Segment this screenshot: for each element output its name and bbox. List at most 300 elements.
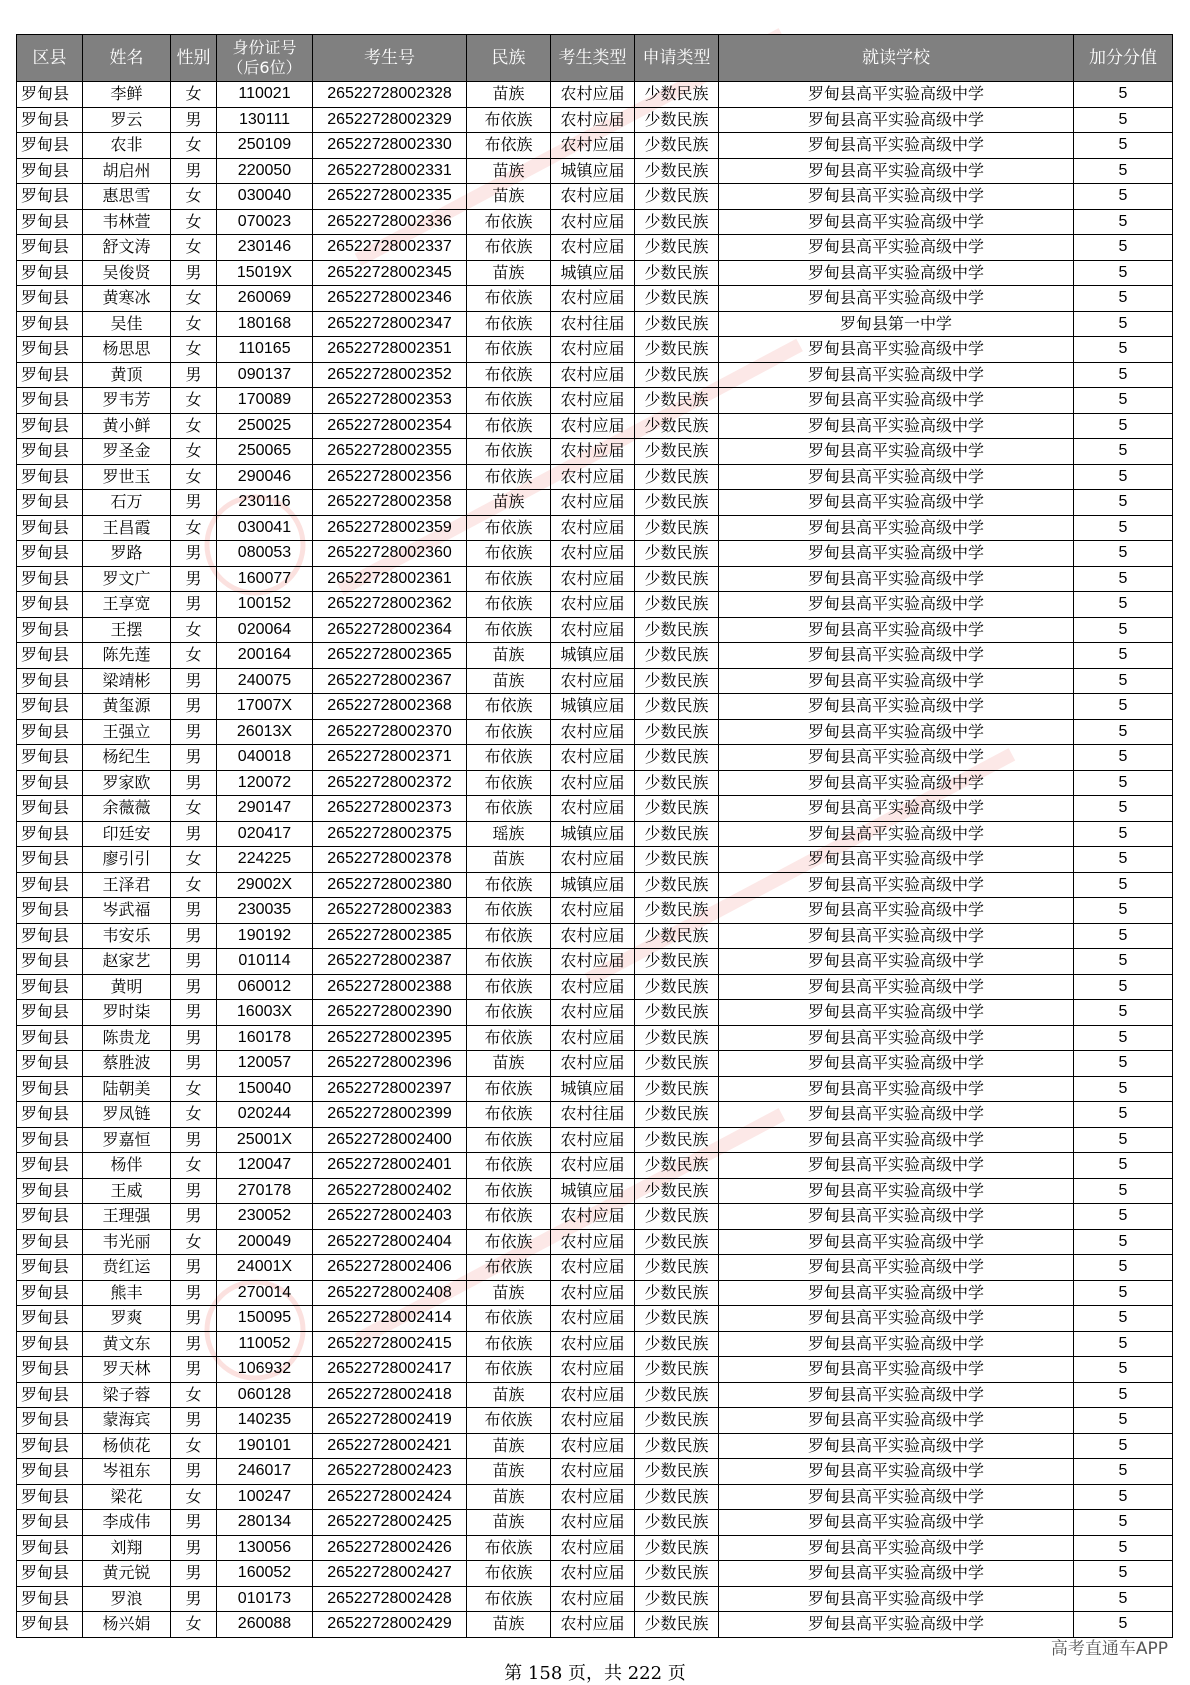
cell-exam-number: 26522728002346 (313, 286, 467, 312)
cell-school: 罗甸县高平实验高级中学 (719, 694, 1074, 720)
cell-district: 罗甸县 (17, 515, 83, 541)
cell-school: 罗甸县高平实验高级中学 (719, 1178, 1074, 1204)
cell-bonus: 5 (1074, 184, 1173, 210)
cell-candidate-type: 农村应届 (551, 541, 635, 567)
cell-district: 罗甸县 (17, 1306, 83, 1332)
table-row (17, 898, 1173, 924)
table-row (17, 184, 1173, 210)
cell-school: 罗甸县高平实验高级中学 (719, 719, 1074, 745)
header-application-type: 申请类型 (635, 35, 719, 82)
cell-bonus: 5 (1074, 643, 1173, 669)
cell-ethnicity: 布依族 (467, 745, 551, 771)
cell-school: 罗甸县高平实验高级中学 (719, 1127, 1074, 1153)
cell-bonus: 5 (1074, 1000, 1173, 1026)
cell-bonus: 5 (1074, 362, 1173, 388)
cell-gender: 男 (171, 1255, 217, 1281)
cell-name: 刘翔 (83, 1535, 171, 1561)
cell-ethnicity: 苗族 (467, 1484, 551, 1510)
cell-gender: 男 (171, 1586, 217, 1612)
cell-name: 王摆 (83, 617, 171, 643)
page-footer: 第 158 页，共 222 页 (504, 1663, 686, 1684)
cell-application-type: 少数民族 (635, 1561, 719, 1587)
cell-bonus: 5 (1074, 1357, 1173, 1383)
cell-gender: 男 (171, 694, 217, 720)
cell-gender: 男 (171, 490, 217, 516)
cell-exam-number: 26522728002417 (313, 1357, 467, 1383)
table-row (17, 668, 1173, 694)
cell-district: 罗甸县 (17, 209, 83, 235)
cell-application-type: 少数民族 (635, 923, 719, 949)
cell-school: 罗甸县高平实验高级中学 (719, 1484, 1074, 1510)
cell-exam-number: 26522728002354 (313, 413, 467, 439)
cell-application-type: 少数民族 (635, 541, 719, 567)
cell-district: 罗甸县 (17, 490, 83, 516)
cell-application-type: 少数民族 (635, 770, 719, 796)
cell-ethnicity: 布依族 (467, 311, 551, 337)
header-gender: 性别 (171, 35, 217, 82)
cell-id-suffix: 29002X (217, 872, 313, 898)
cell-name: 吴俊贤 (83, 260, 171, 286)
cell-candidate-type: 农村应届 (551, 949, 635, 975)
cell-school: 罗甸县高平实验高级中学 (719, 82, 1074, 108)
cell-candidate-type: 农村应届 (551, 1382, 635, 1408)
header-exam-number: 考生号 (313, 35, 467, 82)
table-row (17, 1153, 1173, 1179)
cell-application-type: 少数民族 (635, 643, 719, 669)
cell-id-suffix: 230035 (217, 898, 313, 924)
cell-bonus: 5 (1074, 515, 1173, 541)
cell-candidate-type: 城镇应届 (551, 821, 635, 847)
table-row (17, 1484, 1173, 1510)
cell-ethnicity: 布依族 (467, 1331, 551, 1357)
cell-id-suffix: 16003X (217, 1000, 313, 1026)
header-name: 姓名 (83, 35, 171, 82)
cell-gender: 男 (171, 898, 217, 924)
cell-gender: 男 (171, 1025, 217, 1051)
cell-school: 罗甸县高平实验高级中学 (719, 1051, 1074, 1077)
cell-application-type: 少数民族 (635, 388, 719, 414)
cell-ethnicity: 布依族 (467, 1255, 551, 1281)
cell-ethnicity: 布依族 (467, 413, 551, 439)
cell-application-type: 少数民族 (635, 1280, 719, 1306)
cell-gender: 女 (171, 617, 217, 643)
cell-ethnicity: 布依族 (467, 1306, 551, 1332)
cell-exam-number: 26522728002328 (313, 82, 467, 108)
cell-school: 罗甸县高平实验高级中学 (719, 490, 1074, 516)
cell-district: 罗甸县 (17, 388, 83, 414)
cell-bonus: 5 (1074, 1510, 1173, 1536)
cell-application-type: 少数民族 (635, 362, 719, 388)
cell-district: 罗甸县 (17, 82, 83, 108)
cell-school: 罗甸县高平实验高级中学 (719, 1255, 1074, 1281)
cell-gender: 女 (171, 1076, 217, 1102)
cell-name: 罗文广 (83, 566, 171, 592)
cell-name: 韦光丽 (83, 1229, 171, 1255)
cell-candidate-type: 农村应届 (551, 1306, 635, 1332)
cell-school: 罗甸县高平实验高级中学 (719, 974, 1074, 1000)
cell-district: 罗甸县 (17, 847, 83, 873)
cell-ethnicity: 布依族 (467, 464, 551, 490)
cell-bonus: 5 (1074, 923, 1173, 949)
cell-district: 罗甸县 (17, 1255, 83, 1281)
cell-ethnicity: 布依族 (467, 1586, 551, 1612)
cell-exam-number: 26522728002426 (313, 1535, 467, 1561)
cell-id-suffix: 160178 (217, 1025, 313, 1051)
cell-district: 罗甸县 (17, 1586, 83, 1612)
cell-bonus: 5 (1074, 821, 1173, 847)
cell-school: 罗甸县高平实验高级中学 (719, 1408, 1074, 1434)
cell-exam-number: 26522728002378 (313, 847, 467, 873)
cell-district: 罗甸县 (17, 566, 83, 592)
cell-district: 罗甸县 (17, 184, 83, 210)
cell-school: 罗甸县高平实验高级中学 (719, 770, 1074, 796)
cell-id-suffix: 030040 (217, 184, 313, 210)
cell-district: 罗甸县 (17, 362, 83, 388)
cell-application-type: 少数民族 (635, 1510, 719, 1536)
table-row (17, 1102, 1173, 1128)
cell-ethnicity: 布依族 (467, 719, 551, 745)
cell-candidate-type: 农村应届 (551, 898, 635, 924)
cell-gender: 男 (171, 1280, 217, 1306)
cell-bonus: 5 (1074, 566, 1173, 592)
cell-bonus: 5 (1074, 974, 1173, 1000)
cell-candidate-type: 农村应届 (551, 1153, 635, 1179)
cell-exam-number: 26522728002362 (313, 592, 467, 618)
cell-candidate-type: 农村应届 (551, 209, 635, 235)
cell-bonus: 5 (1074, 286, 1173, 312)
cell-id-suffix: 140235 (217, 1408, 313, 1434)
cell-name: 印廷安 (83, 821, 171, 847)
cell-candidate-type: 农村应届 (551, 184, 635, 210)
cell-district: 罗甸县 (17, 1433, 83, 1459)
cell-district: 罗甸县 (17, 1153, 83, 1179)
cell-application-type: 少数民族 (635, 1408, 719, 1434)
cell-application-type: 少数民族 (635, 1229, 719, 1255)
cell-district: 罗甸县 (17, 337, 83, 363)
cell-name: 李鲜 (83, 82, 171, 108)
cell-bonus: 5 (1074, 898, 1173, 924)
cell-school: 罗甸县高平实验高级中学 (719, 1586, 1074, 1612)
cell-gender: 男 (171, 923, 217, 949)
cell-district: 罗甸县 (17, 1561, 83, 1587)
header-district: 区县 (17, 35, 83, 82)
cell-exam-number: 26522728002345 (313, 260, 467, 286)
cell-district: 罗甸县 (17, 133, 83, 159)
cell-district: 罗甸县 (17, 643, 83, 669)
cell-bonus: 5 (1074, 1408, 1173, 1434)
cell-gender: 男 (171, 566, 217, 592)
table-row (17, 1178, 1173, 1204)
cell-district: 罗甸县 (17, 821, 83, 847)
table-row (17, 286, 1173, 312)
cell-bonus: 5 (1074, 1306, 1173, 1332)
cell-application-type: 少数民族 (635, 1433, 719, 1459)
cell-gender: 男 (171, 1178, 217, 1204)
cell-exam-number: 26522728002429 (313, 1612, 467, 1638)
cell-gender: 男 (171, 1051, 217, 1077)
cell-bonus: 5 (1074, 1586, 1173, 1612)
cell-exam-number: 26522728002414 (313, 1306, 467, 1332)
cell-district: 罗甸县 (17, 1102, 83, 1128)
cell-id-suffix: 200049 (217, 1229, 313, 1255)
cell-exam-number: 26522728002337 (313, 235, 467, 261)
cell-candidate-type: 城镇应届 (551, 694, 635, 720)
cell-ethnicity: 苗族 (467, 1280, 551, 1306)
cell-id-suffix: 290046 (217, 464, 313, 490)
cell-ethnicity: 布依族 (467, 439, 551, 465)
cell-district: 罗甸县 (17, 1612, 83, 1638)
cell-name: 陈先莲 (83, 643, 171, 669)
cell-id-suffix: 224225 (217, 847, 313, 873)
cell-school: 罗甸县高平实验高级中学 (719, 260, 1074, 286)
cell-ethnicity: 苗族 (467, 1612, 551, 1638)
table-row (17, 158, 1173, 184)
cell-exam-number: 26522728002364 (313, 617, 467, 643)
cell-ethnicity: 布依族 (467, 515, 551, 541)
table-row (17, 1204, 1173, 1230)
cell-exam-number: 26522728002330 (313, 133, 467, 159)
cell-ethnicity: 布依族 (467, 592, 551, 618)
table-row (17, 821, 1173, 847)
cell-application-type: 少数民族 (635, 872, 719, 898)
cell-name: 赵家艺 (83, 949, 171, 975)
cell-gender: 女 (171, 1612, 217, 1638)
cell-exam-number: 26522728002404 (313, 1229, 467, 1255)
cell-ethnicity: 布依族 (467, 286, 551, 312)
cell-exam-number: 26522728002367 (313, 668, 467, 694)
cell-exam-number: 26522728002423 (313, 1459, 467, 1485)
cell-candidate-type: 农村应届 (551, 1433, 635, 1459)
cell-id-suffix: 230052 (217, 1204, 313, 1230)
cell-id-suffix: 250025 (217, 413, 313, 439)
table-row (17, 1586, 1173, 1612)
cell-ethnicity: 布依族 (467, 1204, 551, 1230)
cell-id-suffix: 290147 (217, 796, 313, 822)
cell-bonus: 5 (1074, 694, 1173, 720)
cell-application-type: 少数民族 (635, 184, 719, 210)
cell-exam-number: 26522728002425 (313, 1510, 467, 1536)
cell-exam-number: 26522728002424 (313, 1484, 467, 1510)
table-row (17, 337, 1173, 363)
cell-candidate-type: 农村应届 (551, 1459, 635, 1485)
cell-district: 罗甸县 (17, 974, 83, 1000)
cell-gender: 男 (171, 668, 217, 694)
cell-application-type: 少数民族 (635, 719, 719, 745)
cell-bonus: 5 (1074, 1433, 1173, 1459)
cell-school: 罗甸县高平实验高级中学 (719, 1433, 1074, 1459)
candidate-table-container (16, 34, 1172, 1638)
cell-application-type: 少数民族 (635, 1025, 719, 1051)
cell-district: 罗甸县 (17, 1510, 83, 1536)
cell-name: 舒文涛 (83, 235, 171, 261)
cell-bonus: 5 (1074, 388, 1173, 414)
table-row (17, 592, 1173, 618)
cell-id-suffix: 260069 (217, 286, 313, 312)
cell-candidate-type: 农村应届 (551, 1357, 635, 1383)
cell-district: 罗甸县 (17, 719, 83, 745)
cell-school: 罗甸县高平实验高级中学 (719, 898, 1074, 924)
cell-bonus: 5 (1074, 770, 1173, 796)
cell-id-suffix: 270014 (217, 1280, 313, 1306)
cell-school: 罗甸县高平实验高级中学 (719, 133, 1074, 159)
cell-application-type: 少数民族 (635, 209, 719, 235)
cell-district: 罗甸县 (17, 1204, 83, 1230)
cell-application-type: 少数民族 (635, 1484, 719, 1510)
cell-district: 罗甸县 (17, 413, 83, 439)
cell-id-suffix: 010114 (217, 949, 313, 975)
cell-ethnicity: 布依族 (467, 694, 551, 720)
cell-school: 罗甸县高平实验高级中学 (719, 439, 1074, 465)
cell-application-type: 少数民族 (635, 515, 719, 541)
cell-ethnicity: 布依族 (467, 796, 551, 822)
table-row (17, 1331, 1173, 1357)
cell-id-suffix: 170089 (217, 388, 313, 414)
cell-name: 黄玺源 (83, 694, 171, 720)
cell-application-type: 少数民族 (635, 1127, 719, 1153)
cell-ethnicity: 瑶族 (467, 821, 551, 847)
cell-name: 王强立 (83, 719, 171, 745)
cell-school: 罗甸县高平实验高级中学 (719, 1510, 1074, 1536)
cell-school: 罗甸县高平实验高级中学 (719, 1306, 1074, 1332)
cell-ethnicity: 布依族 (467, 133, 551, 159)
cell-name: 吴佳 (83, 311, 171, 337)
cell-district: 罗甸县 (17, 770, 83, 796)
cell-name: 罗时柒 (83, 1000, 171, 1026)
cell-candidate-type: 农村应届 (551, 439, 635, 465)
cell-district: 罗甸县 (17, 745, 83, 771)
cell-ethnicity: 布依族 (467, 872, 551, 898)
cell-bonus: 5 (1074, 1331, 1173, 1357)
table-row (17, 388, 1173, 414)
cell-name: 杨侦花 (83, 1433, 171, 1459)
cell-gender: 男 (171, 745, 217, 771)
cell-gender: 女 (171, 1433, 217, 1459)
table-row (17, 260, 1173, 286)
table-row (17, 694, 1173, 720)
cell-candidate-type: 农村往届 (551, 311, 635, 337)
cell-bonus: 5 (1074, 1459, 1173, 1485)
cell-school: 罗甸县高平实验高级中学 (719, 923, 1074, 949)
brand-watermark-text: 高考直通车APP (1050, 1639, 1168, 1659)
table-row (17, 1382, 1173, 1408)
cell-exam-number: 26522728002361 (313, 566, 467, 592)
cell-ethnicity: 布依族 (467, 1025, 551, 1051)
cell-exam-number: 26522728002368 (313, 694, 467, 720)
cell-name: 罗圣金 (83, 439, 171, 465)
table-row (17, 362, 1173, 388)
table-row (17, 439, 1173, 465)
cell-school: 罗甸县高平实验高级中学 (719, 1535, 1074, 1561)
cell-bonus: 5 (1074, 1561, 1173, 1587)
cell-id-suffix: 070023 (217, 209, 313, 235)
cell-candidate-type: 农村应届 (551, 566, 635, 592)
cell-candidate-type: 农村应届 (551, 1255, 635, 1281)
cell-ethnicity: 布依族 (467, 949, 551, 975)
cell-id-suffix: 25001X (217, 1127, 313, 1153)
cell-bonus: 5 (1074, 107, 1173, 133)
cell-ethnicity: 布依族 (467, 566, 551, 592)
cell-ethnicity: 布依族 (467, 1229, 551, 1255)
cell-district: 罗甸县 (17, 1280, 83, 1306)
cell-application-type: 少数民族 (635, 617, 719, 643)
cell-exam-number: 26522728002428 (313, 1586, 467, 1612)
cell-ethnicity: 布依族 (467, 1076, 551, 1102)
cell-ethnicity: 布依族 (467, 1178, 551, 1204)
table-row (17, 1051, 1173, 1077)
cell-exam-number: 26522728002360 (313, 541, 467, 567)
cell-name: 罗爽 (83, 1306, 171, 1332)
cell-gender: 女 (171, 872, 217, 898)
cell-school: 罗甸县高平实验高级中学 (719, 592, 1074, 618)
cell-exam-number: 26522728002396 (313, 1051, 467, 1077)
cell-district: 罗甸县 (17, 1484, 83, 1510)
cell-application-type: 少数民族 (635, 107, 719, 133)
cell-candidate-type: 农村应届 (551, 235, 635, 261)
cell-id-suffix: 080053 (217, 541, 313, 567)
cell-gender: 男 (171, 1357, 217, 1383)
cell-bonus: 5 (1074, 592, 1173, 618)
cell-ethnicity: 布依族 (467, 1000, 551, 1026)
cell-school: 罗甸县高平实验高级中学 (719, 1153, 1074, 1179)
table-row (17, 1076, 1173, 1102)
cell-candidate-type: 农村应届 (551, 974, 635, 1000)
cell-name: 熊丰 (83, 1280, 171, 1306)
cell-exam-number: 26522728002373 (313, 796, 467, 822)
table-row (17, 1408, 1173, 1434)
cell-candidate-type: 农村应届 (551, 1535, 635, 1561)
cell-school: 罗甸县高平实验高级中学 (719, 1280, 1074, 1306)
cell-application-type: 少数民族 (635, 1459, 719, 1485)
cell-candidate-type: 农村往届 (551, 1102, 635, 1128)
cell-school: 罗甸县高平实验高级中学 (719, 1204, 1074, 1230)
cell-exam-number: 26522728002421 (313, 1433, 467, 1459)
table-row (17, 923, 1173, 949)
cell-name: 陈贵龙 (83, 1025, 171, 1051)
cell-district: 罗甸县 (17, 1357, 83, 1383)
cell-exam-number: 26522728002356 (313, 464, 467, 490)
cell-district: 罗甸县 (17, 1459, 83, 1485)
cell-candidate-type: 农村应届 (551, 1612, 635, 1638)
cell-school: 罗甸县高平实验高级中学 (719, 1612, 1074, 1638)
cell-id-suffix: 24001X (217, 1255, 313, 1281)
cell-id-suffix: 130056 (217, 1535, 313, 1561)
cell-ethnicity: 布依族 (467, 1102, 551, 1128)
cell-name: 黄寒冰 (83, 286, 171, 312)
cell-candidate-type: 农村应届 (551, 337, 635, 363)
cell-id-suffix: 106932 (217, 1357, 313, 1383)
table-row (17, 872, 1173, 898)
cell-name: 黄文东 (83, 1331, 171, 1357)
cell-gender: 男 (171, 1000, 217, 1026)
cell-exam-number: 26522728002335 (313, 184, 467, 210)
cell-exam-number: 26522728002380 (313, 872, 467, 898)
cell-gender: 女 (171, 515, 217, 541)
cell-bonus: 5 (1074, 796, 1173, 822)
cell-application-type: 少数民族 (635, 949, 719, 975)
cell-school: 罗甸县高平实验高级中学 (719, 1459, 1074, 1485)
cell-candidate-type: 农村应届 (551, 1484, 635, 1510)
cell-candidate-type: 农村应届 (551, 719, 635, 745)
cell-id-suffix: 230146 (217, 235, 313, 261)
cell-application-type: 少数民族 (635, 413, 719, 439)
cell-ethnicity: 布依族 (467, 770, 551, 796)
cell-name: 罗浪 (83, 1586, 171, 1612)
cell-gender: 男 (171, 949, 217, 975)
table-body (17, 82, 1173, 1638)
cell-id-suffix: 020244 (217, 1102, 313, 1128)
cell-school: 罗甸县高平实验高级中学 (719, 668, 1074, 694)
cell-candidate-type: 农村应届 (551, 1127, 635, 1153)
